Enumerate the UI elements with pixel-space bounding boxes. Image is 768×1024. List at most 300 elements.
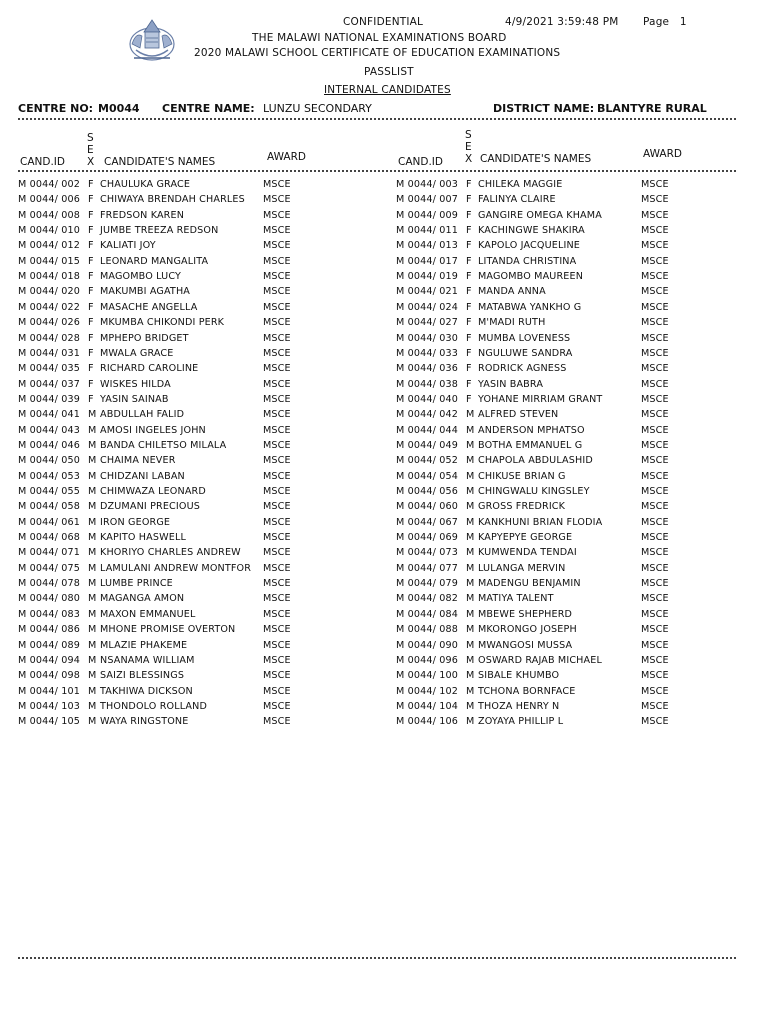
cand-id: M 0044/ 084 (396, 608, 458, 620)
candidate-name: FALINYA CLAIRE (478, 194, 556, 206)
sex: M (88, 670, 97, 682)
cand-id: M 0044/ 104 (396, 700, 458, 712)
award: MSCE (263, 332, 291, 344)
table-row (18, 624, 378, 639)
table-row (396, 425, 756, 440)
award: MSCE (641, 271, 669, 283)
award: MSCE (641, 547, 669, 559)
sex: M (88, 532, 97, 544)
sex: M (466, 409, 475, 421)
candidate-name: JUMBE TREEZA REDSON (100, 225, 219, 237)
cand-id: M 0044/ 055 (18, 486, 80, 497)
award: MSCE (641, 455, 669, 467)
award: MSCE (263, 562, 291, 574)
candidate-name: MAGANGA AMON (100, 593, 185, 605)
candidate-name: SIBALE KHUMBO (478, 670, 560, 682)
candidate-name: KANKHUNI BRIAN FLODIA (478, 516, 603, 528)
award: MSCE (263, 225, 291, 237)
candidate-name: KAPOLO JACQUELINE (478, 240, 580, 252)
sex: M (466, 470, 475, 482)
candidate-name: LEONARD MANGALITA (100, 255, 209, 267)
candidate-name: CHIMWAZA LEONARD (100, 486, 206, 497)
award: MSCE (641, 240, 669, 252)
cand-id: M 0044/ 094 (18, 654, 80, 666)
award: MSCE (263, 455, 291, 467)
candidate-name: TCHONA BORNFACE (478, 685, 576, 697)
candidate-name: WAYA RINGSTONE (100, 716, 189, 728)
sex: M (88, 486, 97, 497)
candidate-name: GANGIRE OMEGA KHAMA (478, 209, 602, 221)
table-row (396, 501, 756, 516)
table-row (396, 210, 756, 225)
cand-id: M 0044/ 089 (18, 639, 80, 651)
table-row (396, 609, 756, 624)
cand-id: M 0044/ 071 (18, 547, 80, 559)
award: MSCE (641, 593, 669, 605)
candidate-name: MWALA GRACE (100, 347, 174, 359)
report-datetime: 4/9/2021 3:59:48 PM (505, 16, 619, 28)
cand-id: M 0044/ 036 (396, 363, 458, 375)
award: MSCE (263, 685, 291, 697)
award: MSCE (263, 547, 291, 559)
candidate-name: ZOYAYA PHILLIP L (478, 716, 564, 728)
cand-id: M 0044/ 020 (18, 286, 80, 298)
candidate-name: CHIWAYA BRENDAH CHARLES (100, 194, 245, 206)
table-row (18, 317, 378, 332)
award: MSCE (641, 255, 669, 267)
candidate-name: CHINGWALU KINGSLEY (478, 486, 590, 497)
sex: M (88, 608, 97, 620)
centre-no-label: CENTRE NO: (18, 102, 94, 115)
candidate-name: RODRICK AGNESS (478, 363, 567, 375)
sex: F (466, 286, 472, 298)
cand-id: M 0044/ 086 (18, 624, 80, 636)
cand-id: M 0044/ 012 (18, 240, 80, 252)
candidate-name: BOTHA EMMANUEL G (478, 439, 583, 451)
sex: M (466, 455, 475, 467)
candidate-name: CHAIMA NEVER (100, 455, 176, 467)
sex: F (88, 194, 94, 206)
sex: F (88, 255, 94, 267)
board-title: THE MALAWI NATIONAL EXAMINATIONS BOARD (252, 32, 507, 44)
table-row (396, 670, 756, 685)
award: MSCE (263, 240, 291, 252)
candidate-name: MKORONGO JOSEPH (478, 624, 577, 636)
sex: F (466, 363, 472, 375)
candidate-name: KAPITO HASWELL (100, 532, 186, 544)
exam-title: 2020 MALAWI SCHOOL CERTIFICATE OF EDUCATION EXAMINATIONS (194, 47, 561, 59)
sex: M (466, 608, 475, 620)
candidate-name: M'MADI RUTH (478, 317, 546, 329)
award: MSCE (641, 439, 669, 451)
candidate-name: RICHARD CAROLINE (100, 363, 199, 375)
award: MSCE (263, 194, 291, 206)
cand-id: M 0044/ 015 (18, 255, 80, 267)
cand-id: M 0044/ 031 (18, 347, 80, 359)
table-row (18, 179, 378, 194)
footer-divider (18, 957, 736, 959)
table-row (18, 547, 378, 562)
sex: M (88, 624, 97, 636)
sex: F (88, 209, 94, 221)
award: MSCE (263, 424, 291, 436)
table-row (18, 363, 378, 378)
table-row (18, 701, 378, 716)
award: MSCE (641, 578, 669, 590)
cand-id: M 0044/ 056 (396, 486, 458, 497)
cand-id: M 0044/ 067 (396, 516, 458, 528)
sex: F (466, 255, 472, 267)
candidate-name: CHAPOLA ABDULASHID (478, 455, 593, 467)
award: MSCE (641, 608, 669, 620)
candidate-name: MAGOMBO MAUREEN (478, 271, 584, 283)
sex: F (466, 301, 472, 313)
award: MSCE (263, 409, 291, 421)
cand-id: M 0044/ 102 (396, 685, 458, 697)
table-row (18, 194, 378, 209)
award: MSCE (263, 486, 291, 497)
candidate-name: TAKHIWA DICKSON (100, 685, 193, 697)
award: MSCE (641, 409, 669, 421)
cand-id: M 0044/ 017 (396, 255, 458, 267)
sex: M (466, 639, 475, 651)
sex: F (88, 240, 94, 252)
sex: F (88, 393, 94, 405)
cand-id: M 0044/ 061 (18, 516, 80, 528)
cand-id: M 0044/ 053 (18, 470, 80, 482)
col-cand-id-right: CAND.ID (398, 156, 443, 168)
candidate-name: WISKES HILDA (100, 378, 171, 390)
cand-id: M 0044/ 101 (18, 685, 80, 697)
cand-id: M 0044/ 039 (18, 393, 80, 405)
candidate-name: LUMBE PRINCE (100, 578, 173, 590)
award: MSCE (263, 716, 291, 728)
table-row (396, 655, 756, 670)
award: MSCE (641, 225, 669, 237)
table-row (396, 179, 756, 194)
candidate-name: NSANAMA WILLIAM (100, 654, 195, 666)
cand-id: M 0044/ 013 (396, 240, 458, 252)
cand-id: M 0044/ 090 (396, 639, 458, 651)
candidate-name: MLAZIE PHAKEME (100, 639, 188, 651)
sex: M (88, 470, 97, 482)
centre-no-value: M0044 (98, 102, 140, 115)
cand-id: M 0044/ 077 (396, 562, 458, 574)
table-row (18, 563, 378, 578)
candidate-name: CHIDZANI LABAN (100, 470, 185, 482)
page-number: Page 1 (643, 16, 687, 28)
internal-candidates-title: INTERNAL CANDIDATES (324, 84, 451, 96)
award: MSCE (263, 608, 291, 620)
table-row (396, 624, 756, 639)
sex: M (88, 593, 97, 605)
award: MSCE (641, 470, 669, 482)
candidate-name: THOZA HENRY N (478, 700, 560, 712)
award: MSCE (263, 363, 291, 375)
cand-id: M 0044/ 044 (396, 424, 458, 436)
table-row (396, 379, 756, 394)
table-row (18, 655, 378, 670)
table-row (18, 425, 378, 440)
cand-id: M 0044/ 068 (18, 532, 80, 544)
award: MSCE (263, 271, 291, 283)
table-row (18, 716, 378, 731)
award: MSCE (641, 486, 669, 497)
award: MSCE (263, 301, 291, 313)
cand-id: M 0044/ 038 (396, 378, 458, 390)
cand-id: M 0044/ 041 (18, 409, 80, 421)
cand-id: M 0044/ 026 (18, 317, 80, 329)
sex: F (466, 332, 472, 344)
candidate-name: MKUMBA CHIKONDI PERK (100, 317, 225, 329)
cand-id: M 0044/ 021 (396, 286, 458, 298)
columns-divider (18, 170, 736, 172)
cand-id: M 0044/ 105 (18, 716, 80, 728)
award: MSCE (641, 562, 669, 574)
cand-id: M 0044/ 008 (18, 209, 80, 221)
cand-id: M 0044/ 088 (396, 624, 458, 636)
award: MSCE (641, 286, 669, 298)
table-row (396, 486, 756, 501)
sex: M (88, 639, 97, 651)
table-row (18, 409, 378, 424)
sex: F (466, 179, 472, 190)
sex: F (466, 209, 472, 221)
cand-id: M 0044/ 054 (396, 470, 458, 482)
table-row (396, 593, 756, 608)
cand-id: M 0044/ 079 (396, 578, 458, 590)
sex: M (466, 501, 475, 513)
col-sex-x-left: X (87, 156, 95, 168)
candidate-name: MATABWA YANKHO G (478, 301, 582, 313)
sex: M (88, 562, 97, 574)
sex: F (466, 393, 472, 405)
sex: M (466, 700, 475, 712)
cand-id: M 0044/ 003 (396, 179, 458, 190)
candidate-name: LAMULANI ANDREW MONTFOR (100, 562, 252, 574)
table-row (18, 256, 378, 271)
table-row (396, 333, 756, 348)
sex: M (466, 578, 475, 590)
sex: M (466, 670, 475, 682)
passlist-title: PASSLIST (364, 66, 414, 78)
col-sex-x-right: X (465, 153, 473, 165)
cand-id: M 0044/ 018 (18, 271, 80, 283)
table-row (18, 609, 378, 624)
cand-id: M 0044/ 042 (396, 409, 458, 421)
award: MSCE (263, 393, 291, 405)
sex: F (88, 271, 94, 283)
table-row (18, 440, 378, 455)
table-row (18, 240, 378, 255)
candidate-name: MUMBA LOVENESS (478, 332, 571, 344)
candidate-name: KACHINGWE SHAKIRA (478, 225, 585, 237)
cand-id: M 0044/ 060 (396, 501, 458, 513)
candidate-name: ALFRED STEVEN (478, 409, 559, 421)
sex: F (88, 301, 94, 313)
centre-name-value: LUNZU SECONDARY (263, 102, 372, 115)
table-row (396, 547, 756, 562)
sex: M (88, 547, 97, 559)
candidate-name: FREDSON KAREN (100, 209, 185, 221)
col-names-right: CANDIDATE'S NAMES (480, 153, 592, 165)
sex: F (88, 286, 94, 298)
candidate-name: KAPYEPYE GEORGE (478, 532, 573, 544)
candidate-name: DZUMANI PRECIOUS (100, 501, 200, 513)
sex: M (466, 547, 475, 559)
sex: F (88, 347, 94, 359)
candidate-name: MAXON EMMANUEL (100, 608, 196, 620)
col-sex-e-left: E (87, 144, 94, 156)
cand-id: M 0044/ 075 (18, 562, 80, 574)
table-row (396, 455, 756, 470)
cand-id: M 0044/ 043 (18, 424, 80, 436)
award: MSCE (641, 700, 669, 712)
award: MSCE (263, 501, 291, 513)
table-row (396, 701, 756, 716)
candidate-name: MWANGOSI MUSSA (478, 639, 573, 651)
candidate-name: ABDULLAH FALID (100, 409, 185, 421)
table-row (396, 194, 756, 209)
award: MSCE (641, 332, 669, 344)
award: MSCE (263, 639, 291, 651)
sex: M (88, 439, 97, 451)
cand-id: M 0044/ 082 (396, 593, 458, 605)
cand-id: M 0044/ 046 (18, 439, 80, 451)
table-row (396, 686, 756, 701)
award: MSCE (263, 470, 291, 482)
table-row (18, 471, 378, 486)
table-row (18, 670, 378, 685)
table-row (396, 363, 756, 378)
table-row (396, 271, 756, 286)
sex: F (466, 271, 472, 283)
award: MSCE (641, 317, 669, 329)
table-row (396, 409, 756, 424)
candidate-name: MBEWE SHEPHERD (478, 608, 573, 620)
sex: M (88, 654, 97, 666)
sex: M (466, 562, 475, 574)
candidate-name: MHONE PROMISE OVERTON (100, 624, 236, 636)
table-row (18, 271, 378, 286)
candidate-name: GROSS FREDRICK (478, 501, 566, 513)
cand-id: M 0044/ 103 (18, 700, 80, 712)
sex: M (466, 685, 475, 697)
table-row (396, 440, 756, 455)
table-row (18, 517, 378, 532)
award: MSCE (263, 654, 291, 666)
award: MSCE (263, 179, 291, 190)
candidate-name: CHILEKA MAGGIE (478, 179, 563, 190)
cand-id: M 0044/ 098 (18, 670, 80, 682)
table-row (396, 240, 756, 255)
table-row (18, 455, 378, 470)
table-row (18, 348, 378, 363)
award: MSCE (263, 378, 291, 390)
candidate-name: ANDERSON MPHATSO (478, 424, 585, 436)
table-row (18, 486, 378, 501)
coat-of-arms-logo (126, 14, 178, 66)
table-row (396, 532, 756, 547)
sex: M (466, 424, 475, 436)
cand-id: M 0044/ 009 (396, 209, 458, 221)
sex: F (466, 194, 472, 206)
col-award-right: AWARD (643, 148, 682, 160)
centre-name-label: CENTRE NAME: (162, 102, 255, 115)
award: MSCE (641, 501, 669, 513)
award: MSCE (641, 670, 669, 682)
sex: M (88, 424, 97, 436)
award: MSCE (263, 209, 291, 221)
candidate-name: YASIN BABRA (478, 378, 544, 390)
award: MSCE (641, 393, 669, 405)
col-names-left: CANDIDATE'S NAMES (104, 156, 216, 168)
award: MSCE (263, 593, 291, 605)
candidate-name: CHAULUKA GRACE (100, 179, 191, 190)
cand-id: M 0044/ 040 (396, 393, 458, 405)
candidate-name: MAKUMBI AGATHA (100, 286, 191, 298)
sex: M (466, 439, 475, 451)
cand-id: M 0044/ 106 (396, 716, 458, 728)
table-row (396, 640, 756, 655)
cand-id: M 0044/ 100 (396, 670, 458, 682)
sex: M (88, 578, 97, 590)
cand-id: M 0044/ 028 (18, 332, 80, 344)
sex: M (466, 624, 475, 636)
table-row (18, 379, 378, 394)
candidate-name: MANDA ANNA (478, 286, 546, 298)
cand-id: M 0044/ 083 (18, 608, 80, 620)
sex: M (466, 593, 475, 605)
table-row (18, 286, 378, 301)
cand-id: M 0044/ 035 (18, 363, 80, 375)
cand-id: M 0044/ 033 (396, 347, 458, 359)
cand-id: M 0044/ 030 (396, 332, 458, 344)
candidate-name: YASIN SAINAB (100, 393, 169, 405)
sex: M (88, 516, 97, 528)
cand-id: M 0044/ 011 (396, 225, 458, 237)
table-row (396, 286, 756, 301)
sex: F (88, 378, 94, 390)
sex: F (88, 363, 94, 375)
sex: M (466, 532, 475, 544)
cand-id: M 0044/ 050 (18, 455, 80, 467)
table-row (18, 210, 378, 225)
cand-id: M 0044/ 024 (396, 301, 458, 313)
table-row (396, 471, 756, 486)
table-row (396, 563, 756, 578)
sex: F (466, 225, 472, 237)
table-row (18, 640, 378, 655)
award: MSCE (263, 578, 291, 590)
candidate-name: CHIKUSE BRIAN G (478, 470, 566, 482)
table-row (18, 593, 378, 608)
award: MSCE (641, 516, 669, 528)
candidate-name: SAIZI BLESSINGS (100, 670, 185, 682)
cand-id: M 0044/ 019 (396, 271, 458, 283)
district-name-label: DISTRICT NAME: (493, 102, 595, 115)
candidate-name: THONDOLO ROLLAND (100, 700, 207, 712)
award: MSCE (641, 347, 669, 359)
table-row (396, 317, 756, 332)
candidate-name: LITANDA CHRISTINA (478, 255, 577, 267)
sex: F (466, 347, 472, 359)
table-row (18, 302, 378, 317)
award: MSCE (263, 516, 291, 528)
candidate-name: NGULUWE SANDRA (478, 347, 573, 359)
sex: M (466, 654, 475, 666)
col-cand-id-left: CAND.ID (20, 156, 65, 168)
